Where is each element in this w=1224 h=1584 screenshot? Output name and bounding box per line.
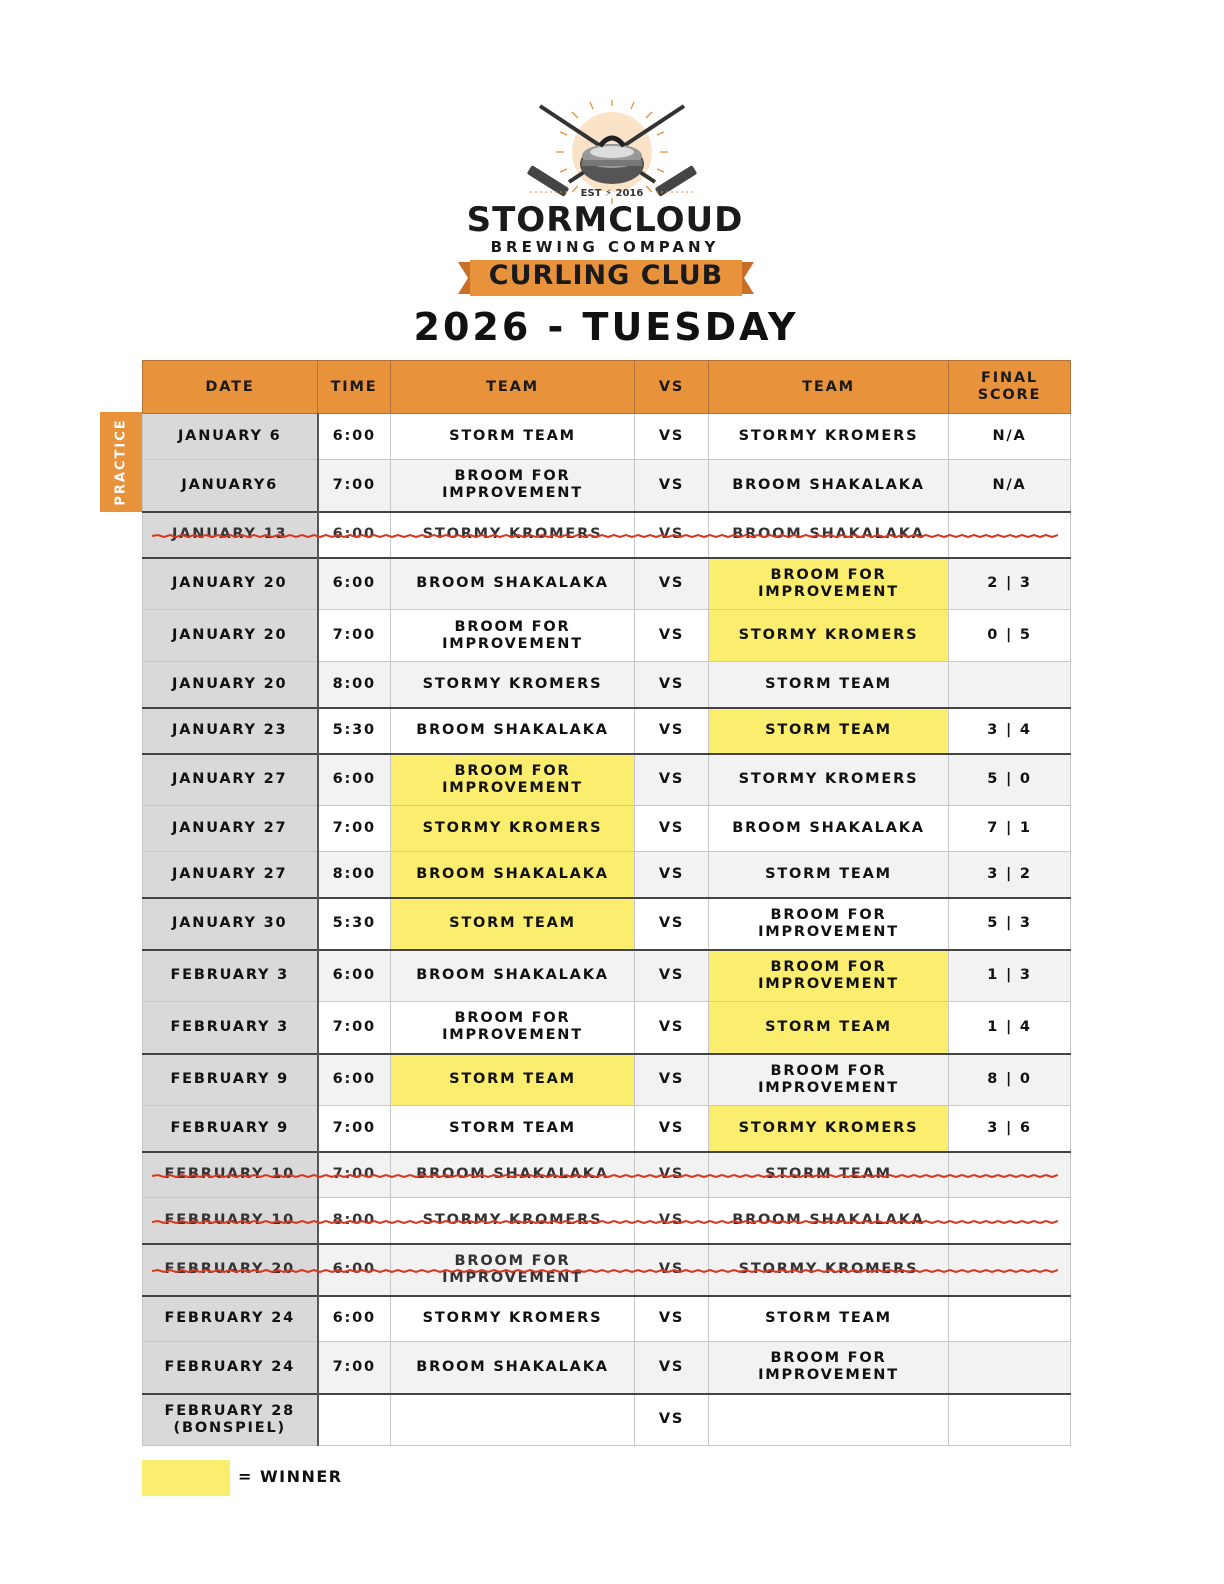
row-vs: VS	[635, 1342, 709, 1394]
row-team-1: STORMY KROMERS	[391, 512, 635, 558]
row-score: 5 | 3	[949, 898, 1071, 950]
row-date: FEBRUARY 20	[143, 1244, 318, 1296]
row-team-2: BROOM FOR IMPROVEMENT	[709, 558, 949, 610]
row-team-1: BROOM SHAKALAKA	[391, 1342, 635, 1394]
row-time: 7:00	[318, 610, 391, 662]
row-time: 6:00	[318, 1296, 391, 1342]
row-date: FEBRUARY 9	[143, 1054, 318, 1106]
table-row	[143, 610, 1071, 662]
col-vs: VS	[635, 361, 709, 414]
row-date: FEBRUARY 3	[143, 950, 318, 1002]
row-team-1: BROOM SHAKALAKA	[391, 708, 635, 754]
row-team-2: STORM TEAM	[709, 1152, 949, 1198]
brand-subtitle: BREWING COMPANY	[490, 238, 720, 256]
row-vs: VS	[635, 1002, 709, 1054]
col-time: TIME	[318, 361, 391, 414]
row-score: 3 | 2	[949, 852, 1071, 898]
row-vs: VS	[635, 754, 709, 806]
row-team-1: STORMY KROMERS	[391, 1296, 635, 1342]
row-score: N/A	[949, 460, 1071, 512]
row-team-2: STORM TEAM	[709, 708, 949, 754]
row-date: JANUARY 20	[143, 558, 318, 610]
row-vs: VS	[635, 806, 709, 852]
row-date: JANUARY 13	[143, 512, 318, 558]
row-vs: VS	[635, 414, 709, 460]
row-vs: VS	[635, 460, 709, 512]
row-time: 7:00	[318, 460, 391, 512]
row-team-1: STORM TEAM	[391, 1106, 635, 1152]
cancelled-strike-line	[152, 1174, 1058, 1178]
row-time: 6:00	[318, 512, 391, 558]
row-team-1: STORM TEAM	[391, 1054, 635, 1106]
cancelled-strike-line	[152, 1269, 1058, 1273]
row-team-1: BROOM FOR IMPROVEMENT	[391, 754, 635, 806]
row-date: FEBRUARY 28 (BONSPIEL)	[143, 1394, 318, 1446]
row-time: 6:00	[318, 414, 391, 460]
row-date: JANUARY 6	[143, 414, 318, 460]
row-vs: VS	[635, 512, 709, 558]
row-time: 8:00	[318, 662, 391, 708]
svg-text:EST ⚡ 2016: EST ⚡ 2016	[580, 188, 644, 199]
row-date: JANUARY 27	[143, 852, 318, 898]
row-score: 8 | 0	[949, 1054, 1071, 1106]
cancelled-strike-line	[152, 1220, 1058, 1224]
row-team-2	[709, 1394, 949, 1446]
row-team-2: BROOM SHAKALAKA	[709, 806, 949, 852]
row-team-1: STORMY KROMERS	[391, 1198, 635, 1244]
row-date: JANUARY 27	[143, 806, 318, 852]
row-vs: VS	[635, 1106, 709, 1152]
row-score: 3 | 4	[949, 708, 1071, 754]
table-row	[143, 852, 1071, 898]
row-team-2: BROOM FOR IMPROVEMENT	[709, 898, 949, 950]
row-team-2: BROOM FOR IMPROVEMENT	[709, 950, 949, 1002]
table-row	[143, 1054, 1071, 1106]
row-time: 6:00	[318, 754, 391, 806]
schedule-table	[142, 360, 1071, 1446]
row-time: 5:30	[318, 708, 391, 754]
row-time: 7:00	[318, 1342, 391, 1394]
row-vs: VS	[635, 1296, 709, 1342]
row-vs: VS	[635, 1198, 709, 1244]
row-vs: VS	[635, 1394, 709, 1446]
row-score: 3 | 6	[949, 1106, 1071, 1152]
row-team-1: BROOM FOR IMPROVEMENT	[391, 610, 635, 662]
row-vs: VS	[635, 662, 709, 708]
row-time	[318, 1394, 391, 1446]
row-vs: VS	[635, 1054, 709, 1106]
row-team-2: BROOM SHAKALAKA	[709, 1198, 949, 1244]
col-final-score: FINAL SCORE	[949, 361, 1071, 414]
row-score: 2 | 3	[949, 558, 1071, 610]
row-vs: VS	[635, 898, 709, 950]
row-team-2: BROOM FOR IMPROVEMENT	[709, 1342, 949, 1394]
row-date: JANUARY 23	[143, 708, 318, 754]
table-row	[143, 460, 1071, 512]
row-team-2: STORMY KROMERS	[709, 754, 949, 806]
row-time: 5:30	[318, 898, 391, 950]
winner-legend-swatch	[142, 1460, 230, 1496]
row-score: 5 | 0	[949, 754, 1071, 806]
row-score	[949, 1296, 1071, 1342]
row-date: FEBRUARY 10	[143, 1198, 318, 1244]
row-team-2: STORMY KROMERS	[709, 414, 949, 460]
row-vs: VS	[635, 1152, 709, 1198]
row-team-1: STORM TEAM	[391, 898, 635, 950]
row-team-2: STORMY KROMERS	[709, 610, 949, 662]
row-team-1: BROOM SHAKALAKA	[391, 950, 635, 1002]
row-team-2: BROOM FOR IMPROVEMENT	[709, 1054, 949, 1106]
row-date: JANUARY6	[143, 460, 318, 512]
table-row	[143, 558, 1071, 610]
cancelled-strike-line	[152, 534, 1058, 538]
row-score: N/A	[949, 414, 1071, 460]
row-date: FEBRUARY 24	[143, 1342, 318, 1394]
row-time: 6:00	[318, 1244, 391, 1296]
table-row	[143, 1342, 1071, 1394]
row-date: JANUARY 20	[143, 662, 318, 708]
row-date: JANUARY 20	[143, 610, 318, 662]
table-row	[143, 1106, 1071, 1152]
row-time: 7:00	[318, 1152, 391, 1198]
row-date: FEBRUARY 3	[143, 1002, 318, 1054]
practice-label: PRACTICE	[100, 412, 142, 512]
table-row	[143, 898, 1071, 950]
table-row	[143, 708, 1071, 754]
winner-legend-text: = WINNER	[238, 1467, 343, 1486]
row-vs: VS	[635, 1244, 709, 1296]
row-score: 7 | 1	[949, 806, 1071, 852]
table-row	[143, 414, 1071, 460]
row-team-1: BROOM FOR IMPROVEMENT	[391, 1002, 635, 1054]
row-team-1: BROOM SHAKALAKA	[391, 1152, 635, 1198]
row-team-2: BROOM SHAKALAKA	[709, 460, 949, 512]
row-time: 6:00	[318, 950, 391, 1002]
row-score	[949, 662, 1071, 708]
row-team-1: BROOM FOR IMPROVEMENT	[391, 1244, 635, 1296]
row-score: 1 | 4	[949, 1002, 1071, 1054]
row-score: 1 | 3	[949, 950, 1071, 1002]
row-time: 7:00	[318, 1002, 391, 1054]
banner-text: CURLING CLUB	[488, 260, 724, 291]
row-time: 7:00	[318, 806, 391, 852]
row-time: 6:00	[318, 558, 391, 610]
row-date: FEBRUARY 10	[143, 1152, 318, 1198]
row-score	[949, 1394, 1071, 1446]
row-team-1: STORMY KROMERS	[391, 806, 635, 852]
page-title: 2026 - TUESDAY	[413, 305, 799, 349]
row-time: 8:00	[318, 1198, 391, 1244]
brand-name: STORMCLOUD	[466, 200, 744, 240]
table-row	[143, 754, 1071, 806]
row-team-1: STORMY KROMERS	[391, 662, 635, 708]
col-team-2: TEAM	[709, 361, 949, 414]
row-time: 7:00	[318, 1106, 391, 1152]
row-score	[949, 1342, 1071, 1394]
row-vs: VS	[635, 852, 709, 898]
col-team-1: TEAM	[391, 361, 635, 414]
row-team-2: STORMY KROMERS	[709, 1106, 949, 1152]
table-row	[143, 1394, 1071, 1446]
row-date: JANUARY 27	[143, 754, 318, 806]
row-team-2: STORM TEAM	[709, 662, 949, 708]
col-date: DATE	[143, 361, 318, 414]
row-date: FEBRUARY 9	[143, 1106, 318, 1152]
row-vs: VS	[635, 950, 709, 1002]
row-vs: VS	[635, 610, 709, 662]
row-team-1: BROOM SHAKALAKA	[391, 558, 635, 610]
row-time: 6:00	[318, 1054, 391, 1106]
row-vs: VS	[635, 708, 709, 754]
table-header	[143, 361, 1071, 414]
row-date: JANUARY 30	[143, 898, 318, 950]
row-team-1: STORM TEAM	[391, 414, 635, 460]
row-vs: VS	[635, 558, 709, 610]
row-team-1: BROOM SHAKALAKA	[391, 852, 635, 898]
table-row	[143, 950, 1071, 1002]
row-date: FEBRUARY 24	[143, 1296, 318, 1342]
row-team-2: STORM TEAM	[709, 1296, 949, 1342]
row-score: 0 | 5	[949, 610, 1071, 662]
row-team-2: STORMY KROMERS	[709, 1244, 949, 1296]
table-row	[143, 1296, 1071, 1342]
row-team-1	[391, 1394, 635, 1446]
row-time: 8:00	[318, 852, 391, 898]
row-team-2: BROOM SHAKALAKA	[709, 512, 949, 558]
row-team-2: STORM TEAM	[709, 852, 949, 898]
table-row	[143, 662, 1071, 708]
row-team-2: STORM TEAM	[709, 1002, 949, 1054]
table-row	[143, 806, 1071, 852]
row-team-1: BROOM FOR IMPROVEMENT	[391, 460, 635, 512]
table-row	[143, 1002, 1071, 1054]
